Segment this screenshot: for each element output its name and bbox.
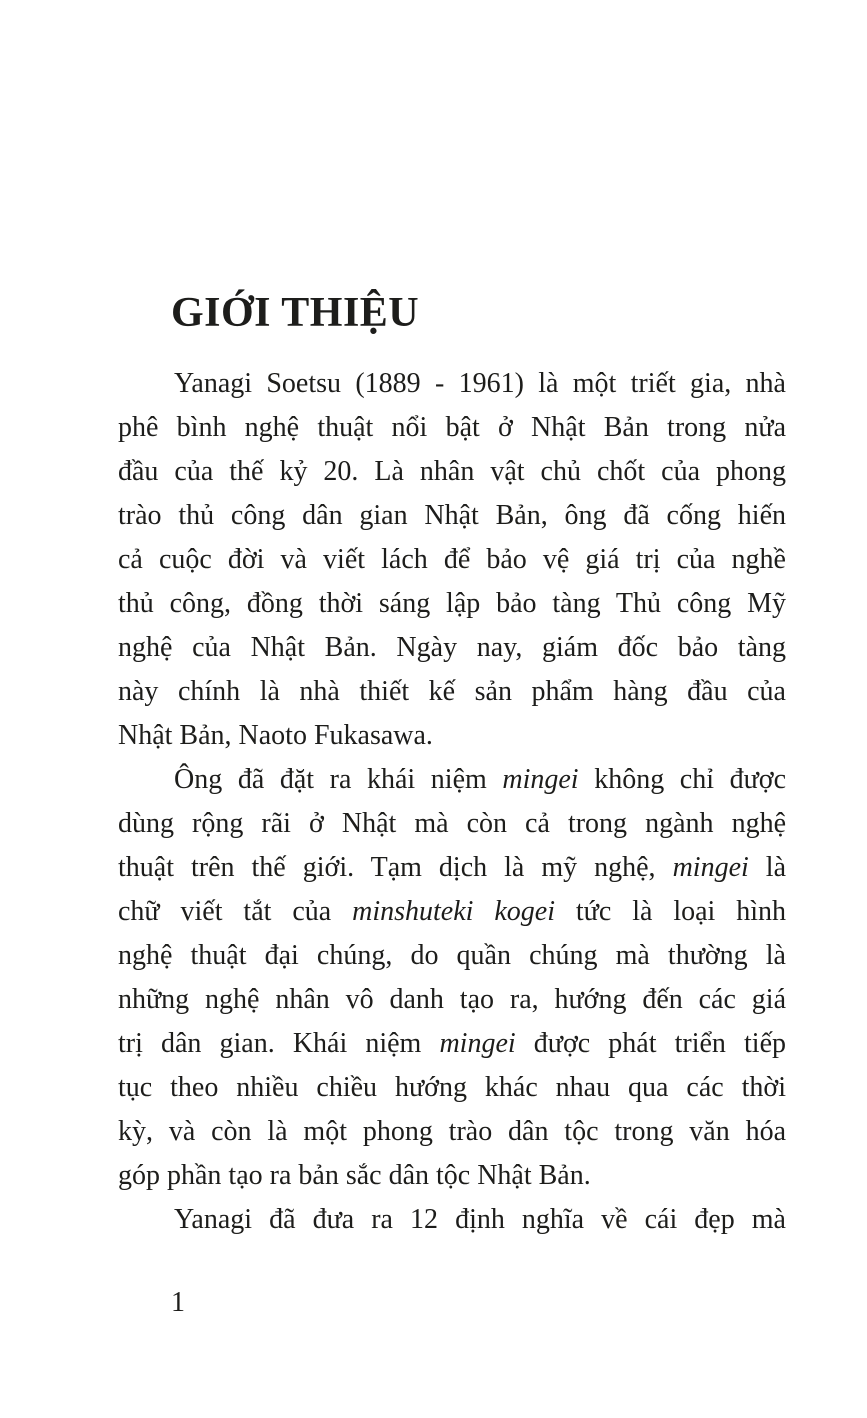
text-line: Nhật Bản, Naoto Fukasawa. [118, 720, 433, 751]
text-line: nghệ của Nhật Bản. Ngày nay, giám đốc bảo tàng [118, 632, 786, 663]
text-line: nghệ thuật đại chúng, do quần chúng mà thường là [118, 940, 786, 971]
text-line: thuật trên thế giới. Tạm dịch là mỹ nghệ, mingei là [118, 852, 786, 883]
paragraph [118, 362, 786, 758]
body-text [118, 362, 786, 1242]
paragraph [118, 758, 786, 1198]
text-line: kỳ, và còn là một phong trào dân tộc trong văn hóa [118, 1116, 786, 1147]
text-line: cả cuộc đời và viết lách để bảo vệ giá trị của nghề [118, 544, 786, 575]
page-number: 1 [171, 1287, 185, 1318]
text-line: trào thủ công dân gian Nhật Bản, ông đã cống hiến [118, 500, 786, 531]
text-line: chữ viết tắt của minshuteki kogei tức là loại hình [118, 896, 787, 927]
text-line: thủ công, đồng thời sáng lập bảo tàng Thủ công Mỹ [118, 588, 786, 619]
text-line: trị dân gian. Khái niệm mingei được phát triển tiếp [118, 1028, 786, 1059]
text-line: đầu của thế kỷ 20. Là nhân vật chủ chốt của phong [118, 456, 786, 487]
text-line: Ông đã đặt ra khái niệm mingei không chỉ được [174, 764, 786, 795]
text-line: Yanagi Soetsu (1889 - 1961) là một triết gia, nhà [174, 368, 786, 399]
text-line: góp phần tạo ra bản sắc dân tộc Nhật Bản. [118, 1160, 591, 1191]
text-line: Yanagi đã đưa ra 12 định nghĩa về cái đẹp mà [174, 1204, 786, 1235]
text-line: dùng rộng rãi ở Nhật mà còn cả trong ngành nghệ [118, 808, 786, 839]
text-line: tục theo nhiều chiều hướng khác nhau qua các thời [118, 1072, 786, 1103]
page-title: GIỚI THIỆU [171, 290, 420, 337]
paragraph [118, 1198, 786, 1242]
text-line: này chính là nhà thiết kế sản phẩm hàng đầu của [118, 676, 786, 707]
text-line: những nghệ nhân vô danh tạo ra, hướng đến các giá [118, 984, 786, 1015]
text-line: phê bình nghệ thuật nổi bật ở Nhật Bản trong nửa [118, 412, 786, 443]
